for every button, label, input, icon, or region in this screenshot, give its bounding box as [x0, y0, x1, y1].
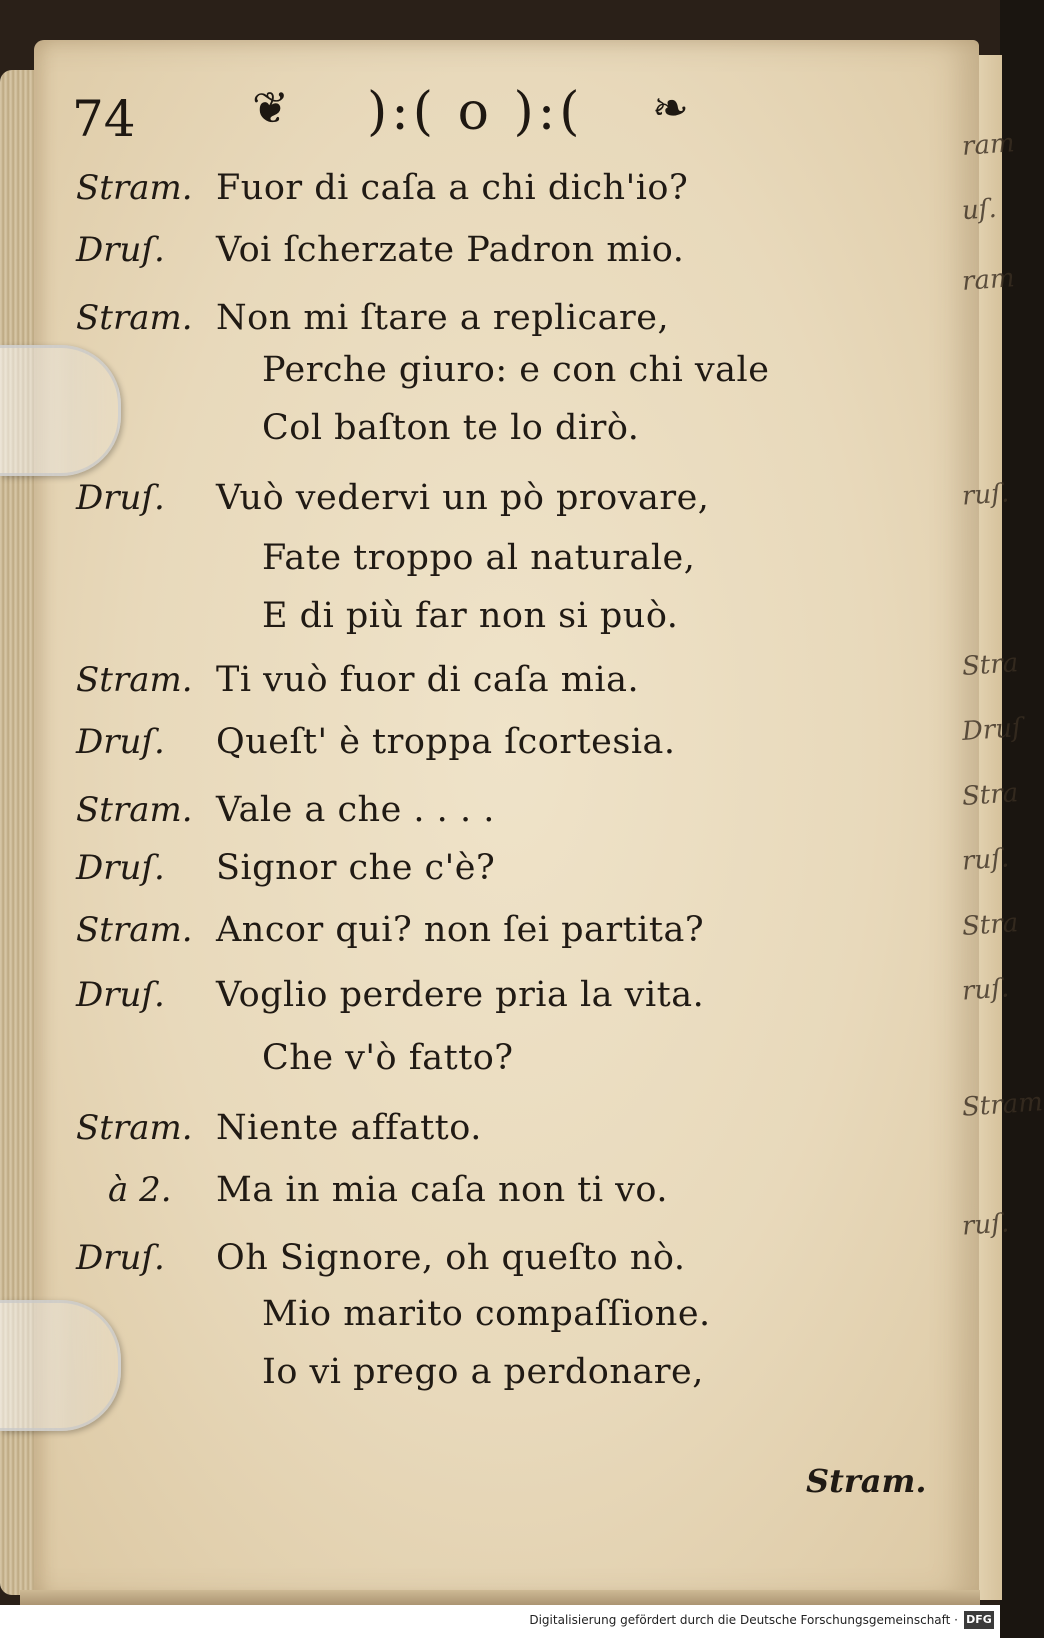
bleed-through-text: ram [961, 263, 1016, 297]
catchword: Stram. [806, 1462, 927, 1500]
bleed-through-text: Stra [961, 648, 1020, 682]
verse-text: Vale a che . . . . [216, 790, 495, 830]
verse-text: Fate troppo al naturale, [262, 538, 696, 578]
verse-text: Ti vuò fuor di caſa mia. [216, 660, 640, 700]
verse-line [0, 1352, 955, 1408]
bleed-through-text: ruſ. [961, 1208, 1011, 1242]
verse-text: Ma in mia caſa non ti vo. [216, 1170, 668, 1210]
speaker-label: Druſ. [76, 722, 165, 762]
verse-line [0, 1294, 955, 1350]
bleed-through-text: ram [961, 128, 1016, 162]
verse-text: Mio marito compaſſione. [262, 1294, 711, 1334]
verse-text: Ancor qui? non ſei partita? [216, 910, 705, 950]
verse-text: Perche giuro: e con chi vale [262, 350, 770, 390]
funding-credit: Digitalisierung gefördert durch die Deutsche Forschungsgemeinschaft · [529, 1613, 958, 1627]
verse-line [0, 1108, 955, 1164]
verse-line [0, 910, 955, 966]
verse-line [0, 230, 955, 286]
verse-text: Niente affatto. [216, 1108, 482, 1148]
speaker-label: Druſ. [76, 1238, 165, 1278]
bleed-through-text: Stra [961, 908, 1020, 942]
verse-line [0, 168, 955, 224]
bleed-through-text: uſ. [960, 193, 998, 227]
bleed-through-text: Stram [961, 1087, 1044, 1123]
verse-line [0, 848, 955, 904]
digitization-footer [0, 1605, 1000, 1638]
speaker-label: Stram. [76, 1108, 193, 1148]
verse-text: Voi ſcherzate Padron mio. [216, 230, 685, 270]
speaker-label: Stram. [76, 910, 193, 950]
bleed-through-text: ruſ. [961, 843, 1011, 877]
speaker-label: Druſ. [76, 478, 165, 518]
header-ornament-text: ):( o ):( [367, 82, 584, 142]
verse-text: Col baſton te lo dirò. [262, 408, 640, 448]
verse-text: Non mi ſtare a replicare, [216, 298, 670, 338]
fleuron-right-icon: ❧ [652, 83, 689, 134]
page-bottom-edge [20, 1590, 980, 1606]
verse-line [0, 1170, 955, 1226]
verse-line [0, 1038, 955, 1094]
verse-text: Voglio perdere pria la vita. [216, 975, 705, 1015]
page-number: 74 [72, 90, 136, 148]
verse-text: Queſt' è troppa ſcortesia. [216, 722, 676, 762]
bleed-through-text: ruſ. [961, 478, 1011, 512]
speaker-label: Stram. [76, 168, 193, 208]
verse-line [0, 1238, 955, 1294]
speaker-label: Stram. [76, 298, 193, 338]
speaker-label: Druſ. [76, 230, 165, 270]
verse-line [0, 408, 955, 464]
verse-line [0, 790, 955, 846]
verse-line [0, 660, 955, 716]
verse-line [0, 298, 955, 354]
verse-line [0, 975, 955, 1031]
speaker-label: Stram. [76, 790, 193, 830]
verse-text: Vuò vedervi un pò provare, [216, 478, 710, 518]
bleed-through-text: Druſ [961, 712, 1023, 748]
dfg-logo: DFG [964, 1611, 994, 1629]
page-header [72, 82, 832, 162]
verse-line [0, 350, 955, 406]
speaker-label: Stram. [76, 660, 193, 700]
verse-line [0, 538, 955, 594]
fleuron-left-icon: ❦ [252, 83, 289, 134]
verse-text: Io vi prego a perdonare, [262, 1352, 704, 1392]
speaker-label: Druſ. [76, 848, 165, 888]
verse-text: Oh Signore, oh queſto nò. [216, 1238, 686, 1278]
speaker-label: à 2. [108, 1170, 172, 1210]
verse-line [0, 596, 955, 652]
verse-text: Fuor di caſa a chi dich'io? [216, 168, 689, 208]
verse-line [0, 478, 955, 534]
speaker-label: Druſ. [76, 975, 165, 1015]
verse-text: E di più far non si può. [262, 596, 679, 636]
verse-text: Signor che c'è? [216, 848, 496, 888]
bleed-through-text: ruſ. [961, 973, 1011, 1007]
verse-line [0, 722, 955, 778]
verse-text: Che v'ò fatto? [262, 1038, 514, 1078]
bleed-through-text: Stra [961, 778, 1020, 812]
